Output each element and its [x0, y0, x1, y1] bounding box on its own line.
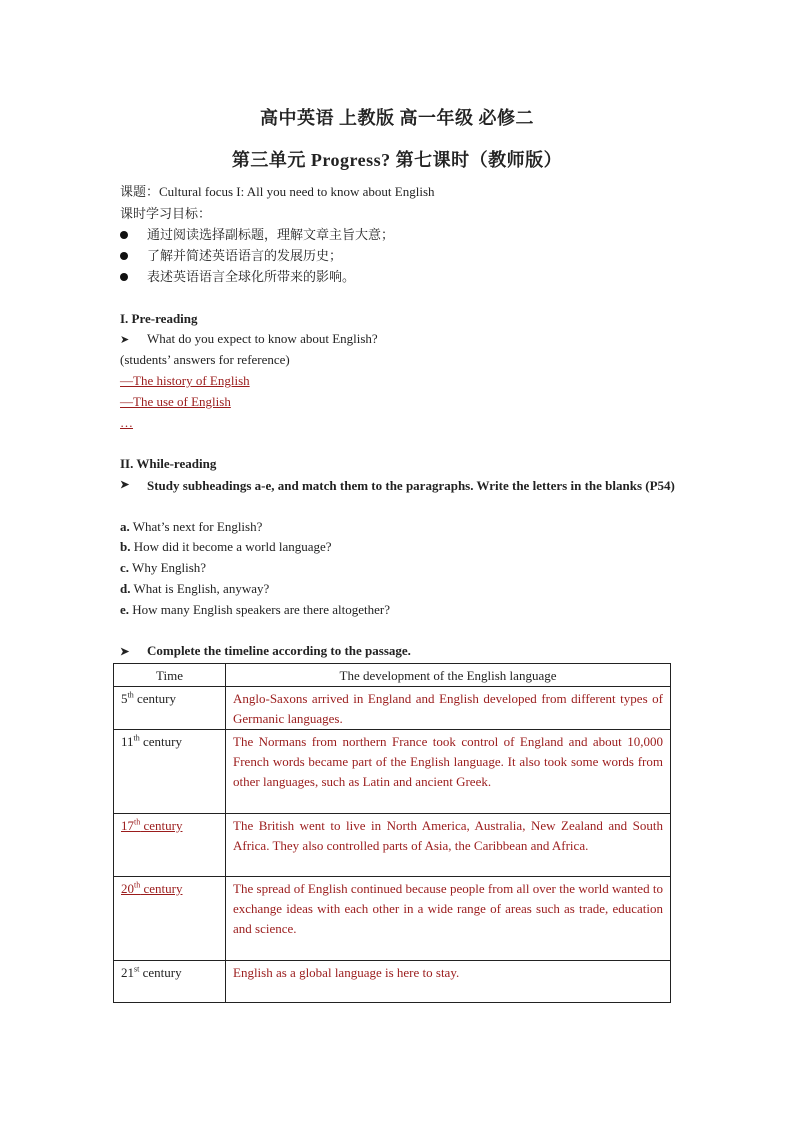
task-match-subheadings: [120, 475, 675, 496]
subheading-text: What is English, anyway?: [133, 581, 270, 596]
section-heading-pre-reading: I. Pre-reading: [120, 311, 198, 326]
development-cell: The British went to live in North America, Australia, New Zealand and South Africa. They also controlled parts of Asia, the Caribbean and Africa.: [226, 814, 671, 877]
timeline-table: [113, 663, 671, 1003]
answers-note: (students’ answers for reference): [120, 352, 290, 367]
bullet-icon: [120, 273, 128, 281]
goal-text: 通过阅读选择副标题，理解文章主旨大意；: [147, 227, 395, 242]
task-timeline: [120, 641, 411, 662]
goal-text: 了解并简述英语语言的发展历史；: [147, 248, 343, 263]
time-cell: 20th century: [114, 877, 226, 961]
development-cell: The spread of English continued because people from all over the world wanted to exchange ideas with each other in a wide range of areas such as trade, education and science.: [226, 877, 671, 961]
development-cell: Anglo-Saxons arrived in England and English developed from different types of Germanic languages.: [226, 687, 671, 730]
goals-label: 课时学习目标：: [120, 206, 212, 221]
section-heading-while-reading: II. While-reading: [120, 456, 217, 471]
goal-item: [120, 225, 394, 245]
subheading-letter: b.: [120, 539, 131, 554]
time-cell: 5th century: [114, 687, 226, 730]
task-text: Complete the timeline according to the passage.: [147, 643, 411, 658]
document-title: 高中英语 上教版 高一年级 必修二: [260, 108, 534, 128]
table-row: [114, 961, 671, 1003]
subheading-item: [120, 537, 332, 557]
time-cell: 11th century: [114, 730, 226, 814]
development-cell: English as a global language is here to stay.: [226, 961, 671, 1003]
column-header-development: The development of the English language: [226, 664, 671, 687]
subheading-letter: d.: [120, 581, 131, 596]
arrow-bullet-icon: ➤: [120, 479, 130, 491]
document-subtitle: 第三单元 Progress? 第七课时（教师版）: [231, 150, 563, 170]
table-row: [114, 730, 671, 814]
subheading-item: [120, 600, 390, 620]
answer-item: —The history of English: [120, 373, 250, 388]
subheading-letter: e.: [120, 602, 130, 617]
subheading-item: [120, 517, 262, 537]
bullet-icon: [120, 231, 128, 239]
development-cell: The Normans from northern France took control of England and about 10,000 French words became part of the English language. It also took some words from other languages, such as Latin and ancient Greek.: [226, 730, 671, 814]
arrow-bullet-icon: ➤: [120, 646, 130, 658]
lesson-topic-text: Cultural focus I: All you need to know about English: [159, 184, 435, 199]
subheading-text: What’s next for English?: [132, 519, 263, 534]
table-row: [114, 877, 671, 961]
column-header-time: Time: [114, 664, 226, 687]
goal-item: [120, 267, 355, 287]
bullet-icon: [120, 252, 128, 260]
goal-item: [120, 246, 342, 266]
lesson-topic: [120, 182, 435, 202]
arrow-bullet-icon: ➤: [120, 334, 130, 346]
answer-item: …: [120, 415, 133, 430]
subheading-item: [120, 558, 206, 578]
subheading-item: [120, 579, 269, 599]
goal-text: 表述英语语言全球化所带来的影响。: [147, 269, 356, 284]
subheading-letter: a.: [120, 519, 130, 534]
subheading-text: How many English speakers are there altogether?: [132, 602, 391, 617]
time-cell: 17th century: [114, 814, 226, 877]
lesson-topic-label: 课题：: [120, 184, 160, 199]
subheading-letter: c.: [120, 560, 130, 575]
time-cell: 21st century: [114, 961, 226, 1003]
question-text: What do you expect to know about English?: [147, 331, 378, 346]
table-header-row: [114, 664, 671, 687]
table-row: [114, 814, 671, 877]
subheading-text: How did it become a world language?: [133, 539, 332, 554]
answer-item: —The use of English: [120, 394, 231, 409]
pre-reading-question: [120, 329, 378, 350]
subheading-text: Why English?: [132, 560, 207, 575]
table-row: [114, 687, 671, 730]
task-text: Study subheadings a-e, and match them to the paragraphs. Write the letters in the blanks (P54): [147, 478, 675, 493]
